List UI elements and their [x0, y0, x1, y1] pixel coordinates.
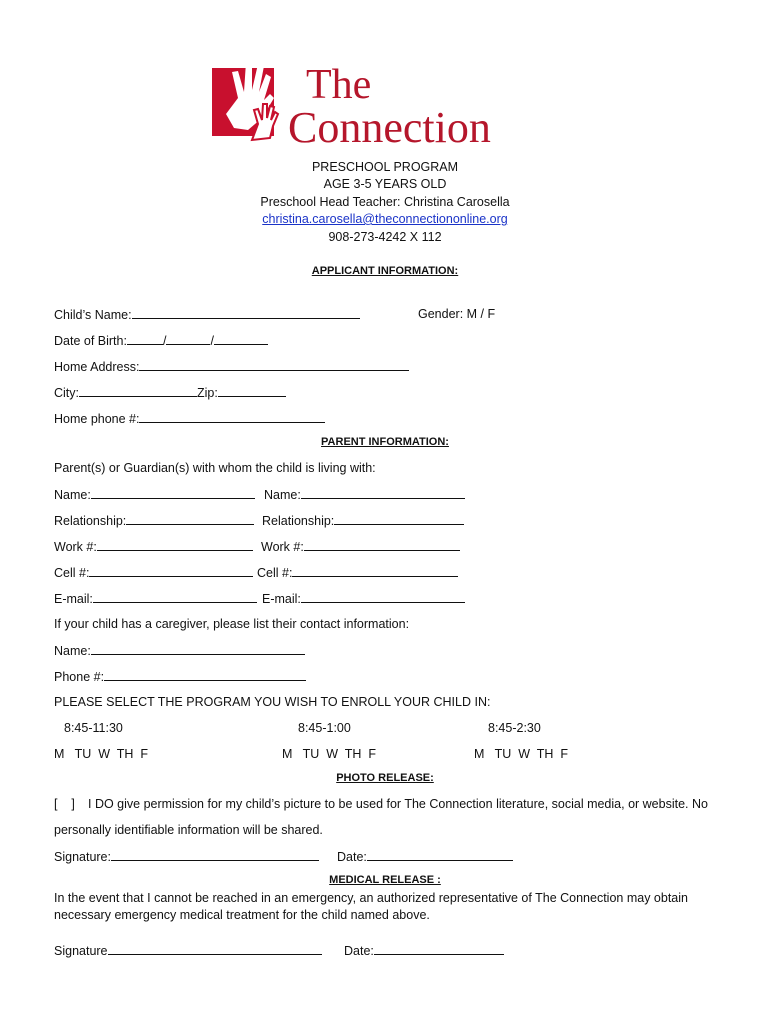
parent2-work-label: Work #: [261, 540, 304, 554]
parent1-email-row [54, 590, 257, 607]
program-option-time: 8:45-11:30 [64, 721, 123, 735]
caregiver-phone-field[interactable] [104, 668, 306, 681]
program-option-time: 8:45-1:00 [298, 721, 351, 735]
photo-signature-field[interactable] [111, 848, 319, 861]
medical-date-label: Date: [344, 944, 374, 958]
parent1-work-field[interactable] [97, 538, 253, 551]
parent1-name-row [54, 486, 255, 503]
child-name-label: Child’s Name: [54, 308, 132, 322]
photo-release-heading: PHOTO RELEASE: [336, 772, 434, 784]
parent-intro: Parent(s) or Guardian(s) with whom the child is living with: [54, 461, 376, 475]
parent2-name-label: Name: [264, 488, 301, 502]
parent2-relationship-label: Relationship: [262, 514, 335, 528]
zip-label: Zip: [197, 386, 218, 400]
program-option-days[interactable]: M TU W TH F [282, 747, 376, 761]
photo-signature-label: Signature: [54, 850, 111, 864]
dob-day-field[interactable] [166, 332, 210, 345]
contact-phone: 908-273-4242 X 112 [328, 230, 442, 244]
dob-year-field[interactable] [214, 332, 268, 345]
medical-release-text-line2: necessary emergency medical treatment for the child named above. [54, 908, 430, 922]
address-field[interactable] [139, 358, 409, 371]
medical-date-row [344, 942, 504, 959]
photo-release-text-line2: personally identifiable information will be shared. [54, 823, 323, 837]
caregiver-phone-label: Phone #: [54, 670, 105, 684]
address-label: Home Address: [54, 360, 140, 374]
parent2-name-field[interactable] [301, 486, 465, 499]
teacher-email-row [0, 211, 770, 227]
medical-release-text-line1: In the event that I cannot be reached in an emergency, an authorized representative of The Connection may obtain [54, 891, 688, 905]
parent1-cell-label: Cell #: [54, 566, 90, 580]
parent1-name-label: Name: [54, 488, 91, 502]
parent1-cell-row [54, 564, 253, 581]
program-intro: PLEASE SELECT THE PROGRAM YOU WISH TO ENROLL YOUR CHILD IN: [54, 695, 491, 709]
photo-signature-row [54, 848, 319, 865]
medical-signature-row [54, 942, 322, 959]
dob-label: Date of Birth: [54, 334, 127, 348]
parent2-work-field[interactable] [304, 538, 460, 551]
parent2-email-field[interactable] [301, 590, 465, 603]
photo-date-field[interactable] [367, 848, 513, 861]
the-connection-logo [208, 54, 554, 150]
parent2-relationship-field[interactable] [334, 512, 464, 525]
logo-text-connection: Connection [288, 103, 491, 150]
caregiver-intro: If your child has a caregiver, please list their contact information: [54, 617, 410, 631]
zip-field[interactable] [218, 384, 286, 397]
medical-date-field[interactable] [374, 942, 504, 955]
home-phone-row [54, 410, 325, 427]
applicant-heading: APPLICANT INFORMATION: [311, 265, 459, 277]
city-field[interactable] [79, 384, 197, 397]
city-zip-row [54, 384, 286, 401]
parent1-relationship-field[interactable] [126, 512, 254, 525]
medical-release-heading: MEDICAL RELEASE : [329, 874, 441, 886]
program-option-days[interactable]: M TU W TH F [474, 747, 568, 761]
parent1-cell-field[interactable] [89, 564, 253, 577]
head-teacher: Preschool Head Teacher: Christina Carosella [260, 195, 510, 209]
program-title: PRESCHOOL PROGRAM [311, 160, 459, 174]
parent1-relationship-label: Relationship: [54, 514, 127, 528]
gender-label: Gender: M / F [418, 307, 496, 321]
caregiver-name-row [54, 642, 305, 659]
parent2-email-label: E-mail: [262, 592, 301, 606]
teacher-email-link[interactable]: christina.carosella@theconnectiononline.org [262, 212, 508, 226]
parent2-cell-row [257, 564, 458, 581]
medical-signature-label: Signature [54, 944, 108, 958]
child-name-row [54, 306, 360, 323]
dob-row [54, 332, 268, 349]
photo-release-text-line1: I DO give permission for my child’s picture to be used for The Connection literature, social media, or website. No [88, 797, 708, 811]
parent2-relationship-row [262, 512, 464, 529]
medical-signature-field[interactable] [108, 942, 322, 955]
parent1-email-field[interactable] [93, 590, 257, 603]
logo-text-the: The [306, 62, 372, 108]
photo-date-label: Date: [337, 850, 367, 864]
city-label: City: [54, 386, 79, 400]
parent-heading: PARENT INFORMATION: [321, 436, 449, 448]
parent2-cell-field[interactable] [292, 564, 458, 577]
home-phone-field[interactable] [139, 410, 325, 423]
age-range: AGE 3-5 YEARS OLD [323, 177, 447, 191]
child-name-field[interactable] [132, 306, 360, 319]
dob-month-field[interactable] [127, 332, 163, 345]
parent2-work-row [261, 538, 460, 555]
parent1-email-label: E-mail: [54, 592, 93, 606]
parent2-cell-label: Cell #: [257, 566, 293, 580]
program-option-time: 8:45-2:30 [488, 721, 541, 735]
photo-date-row [337, 848, 513, 865]
home-phone-label: Home phone #: [54, 412, 140, 426]
parent2-email-row [262, 590, 465, 607]
parent1-name-field[interactable] [91, 486, 255, 499]
parent1-work-row [54, 538, 253, 555]
caregiver-name-label: Name: [54, 644, 91, 658]
program-option-days[interactable]: M TU W TH F [54, 747, 148, 761]
photo-release-checkbox[interactable]: [ ] [54, 797, 75, 811]
parent1-relationship-row [54, 512, 254, 529]
dob-separator: / [210, 334, 214, 348]
parent1-work-label: Work #: [54, 540, 97, 554]
parent2-name-row [264, 486, 465, 503]
caregiver-phone-row [54, 668, 306, 685]
caregiver-name-field[interactable] [91, 642, 305, 655]
dob-separator: / [162, 334, 167, 348]
address-row [54, 358, 409, 375]
